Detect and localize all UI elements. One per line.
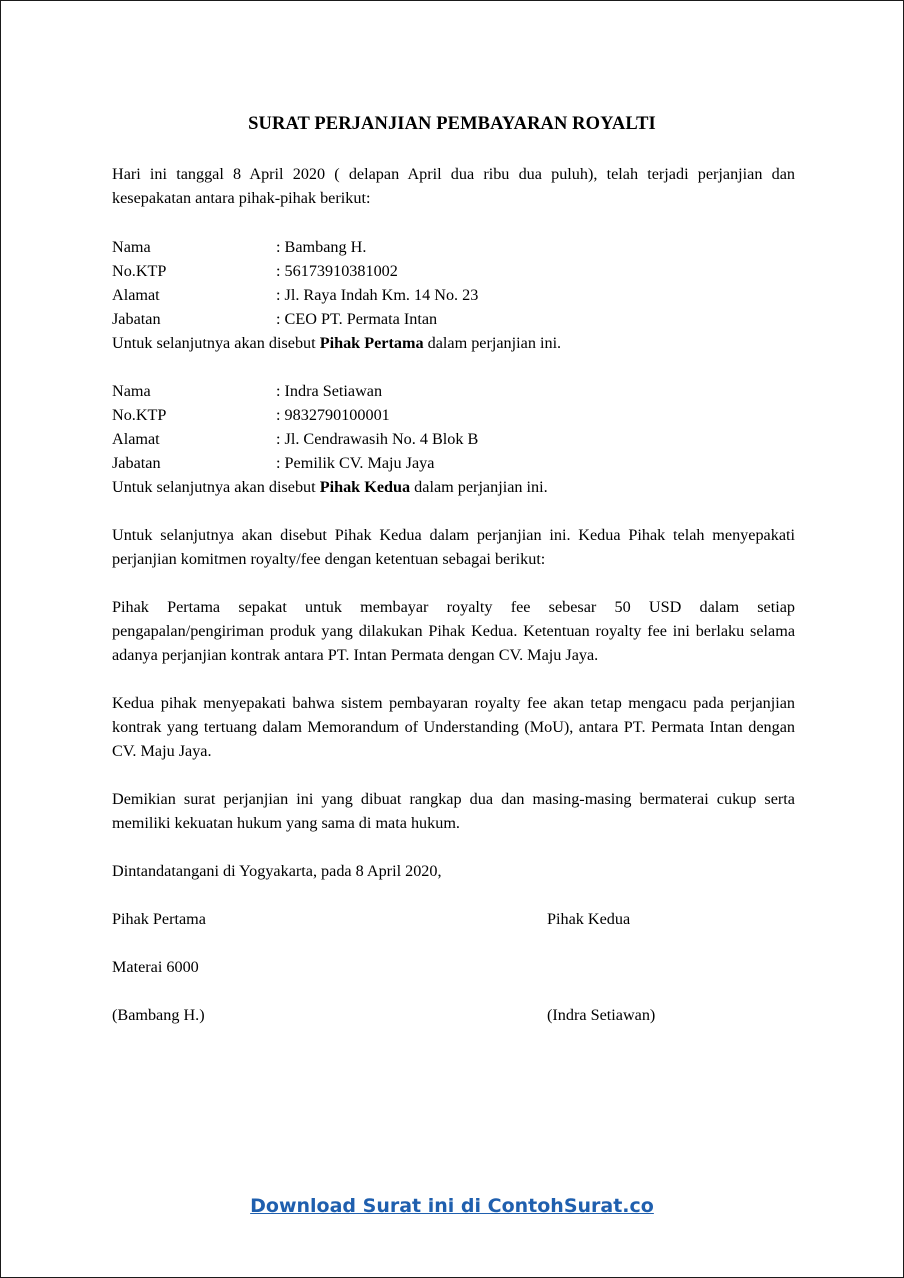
party2-name-value: : Indra Setiawan — [276, 382, 383, 400]
party2-position-label: Jabatan — [112, 454, 161, 472]
party1-closing — [112, 331, 561, 355]
party1-address-label: Alamat — [112, 286, 160, 304]
payment-system-paragraph: Kedua pihak menyepakati bahwa sistem pembayaran royalty fee akan tetap mengacu pada perjanjian kontrak yang tertuang dalam Memorandum of Understanding (MoU), antara PT. Permata Intan dengan CV. Maju Jaya. — [112, 694, 795, 760]
party1-closing-prefix: Untuk selanjutnya akan disebut — [112, 334, 320, 352]
stamp-duty-label: Materai 6000 — [112, 958, 199, 976]
party2-position-value: : Pemilik CV. Maju Jaya — [276, 454, 435, 472]
party1-closing-suffix: dalam perjanjian ini. — [423, 334, 562, 352]
party1-ktp-value: : 56173910381002 — [276, 262, 398, 280]
first-party-signature-name: (Bambang H.) — [112, 1006, 205, 1024]
second-party-signature-name: (Indra Setiawan) — [547, 1006, 656, 1024]
royalty-terms-paragraph: Pihak Pertama sepakat untuk membayar royalty fee sebesar 50 USD dalam setiap pengapalan/pengiriman produk yang dilakukan Pihak Kedua. Ketentuan royalty fee ini berlaku selama adanya perjanjian kontrak antara PT. Intan Permata dengan CV. Maju Jaya. — [112, 598, 795, 664]
party2-ktp-value: : 9832790100001 — [276, 406, 390, 424]
party2-closing — [112, 475, 548, 499]
party1-name-label: Nama — [112, 238, 151, 256]
document-title: SURAT PERJANJIAN PEMBAYARAN ROYALTI — [248, 114, 656, 134]
party2-closing-suffix: dalam perjanjian ini. — [410, 478, 548, 496]
download-link[interactable]: Download Surat ini di ContohSurat.co — [250, 1195, 654, 1217]
first-party-heading: Pihak Pertama — [112, 910, 206, 928]
party2-address-label: Alamat — [112, 430, 160, 448]
party2-closing-prefix: Untuk selanjutnya akan disebut — [112, 478, 320, 496]
intro-paragraph: Hari ini tanggal 8 April 2020 ( delapan April dua ribu dua puluh), telah terjadi perjanjian dan kesepakatan antara pihak-pihak berikut: — [112, 165, 795, 207]
party1-position-value: : CEO PT. Permata Intan — [276, 310, 438, 328]
party1-address-value: : Jl. Raya Indah Km. 14 No. 23 — [276, 286, 479, 304]
closing-paragraph: Demikian surat perjanjian ini yang dibuat rangkap dua dan masing-masing bermaterai cukup serta memiliki kekuatan hukum yang sama di mata hukum. — [112, 790, 795, 832]
party1-closing-bold: Pihak Pertama — [319, 334, 424, 352]
party2-name-label: Nama — [112, 382, 151, 400]
party1-ktp-label: No.KTP — [112, 262, 167, 280]
party1-name-value: : Bambang H. — [276, 238, 367, 256]
second-party-heading: Pihak Kedua — [547, 910, 631, 928]
party2-closing-bold: Pihak Kedua — [319, 478, 411, 496]
party2-ktp-label: No.KTP — [112, 406, 167, 424]
party2-address-value: : Jl. Cendrawasih No. 4 Blok B — [276, 430, 479, 448]
party1-position-label: Jabatan — [112, 310, 161, 328]
signing-place-date: Dintandatangani di Yogyakarta, pada 8 April 2020, — [112, 862, 442, 880]
agreement-paragraph: Untuk selanjutnya akan disebut Pihak Kedua dalam perjanjian ini. Kedua Pihak telah menyepakati perjanjian komitmen royalty/fee dengan ketentuan sebagai berikut: — [112, 526, 795, 568]
